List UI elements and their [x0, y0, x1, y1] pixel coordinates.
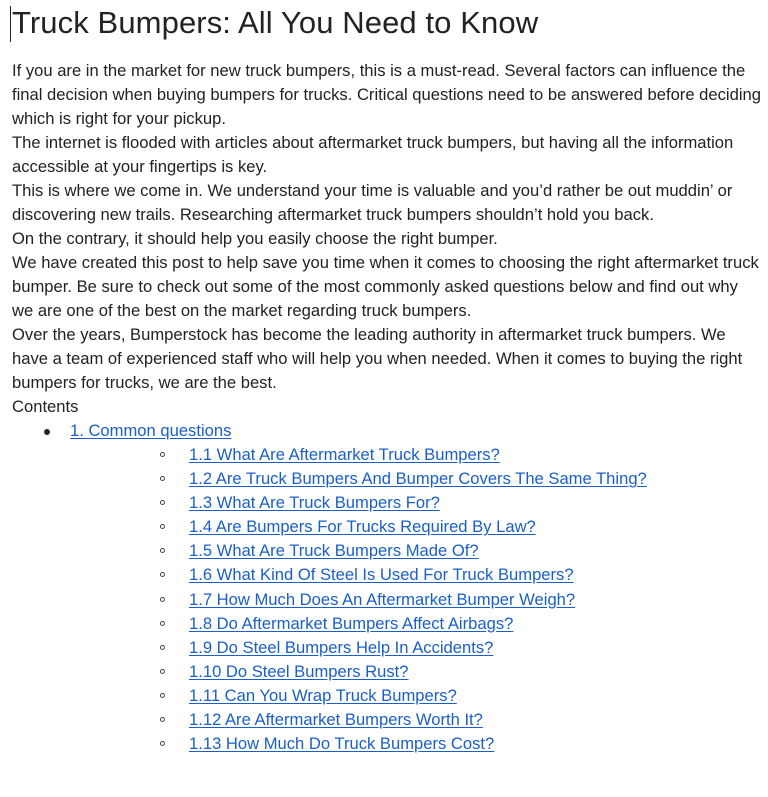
toc-item	[70, 443, 762, 467]
toc-item	[70, 467, 762, 491]
toc-section	[12, 419, 762, 756]
article-paragraphs	[12, 59, 762, 419]
contents-label: Contents	[12, 397, 79, 416]
toc-item	[70, 636, 762, 660]
bullet-circle-icon	[160, 741, 165, 746]
toc-item	[70, 515, 762, 539]
page-title: Truck Bumpers: All You Need to Know	[12, 5, 539, 40]
toc-link-1-5[interactable]: 1.5 What Are Truck Bumpers Made Of?	[189, 541, 479, 561]
bullet-circle-icon	[160, 524, 165, 529]
bullet-circle-icon	[160, 572, 165, 577]
toc-item	[70, 539, 762, 563]
toc-item	[70, 563, 762, 587]
toc-link-1-6[interactable]: 1.6 What Kind Of Steel Is Used For Truck Bumpers?	[189, 565, 574, 585]
paragraph-post-purpose: We have created this post to help save you time when it comes to choosing the right aftermarket truck bumper. Be sure to check out some of the most commonly asked questions below and find out why we are one of the best on the market regarding truck bumpers.	[12, 253, 759, 320]
toc-item	[70, 491, 762, 515]
toc-sublist	[70, 443, 762, 756]
paragraph-contrary: On the contrary, it should help you easily choose the right bumper.	[12, 229, 498, 248]
toc-link-1-1[interactable]: 1.1 What Are Aftermarket Truck Bumpers?	[189, 445, 500, 464]
toc-link-1-4[interactable]: 1.4 Are Bumpers For Trucks Required By Law?	[189, 517, 536, 537]
bullet-disc-icon	[44, 429, 50, 435]
bullet-circle-icon	[160, 476, 165, 481]
table-of-contents	[12, 419, 762, 756]
bullet-circle-icon	[160, 621, 165, 626]
toc-item	[70, 588, 762, 612]
toc-link-1-12[interactable]: 1.12 Are Aftermarket Bumpers Worth It?	[189, 710, 483, 730]
toc-link-1-7[interactable]: 1.7 How Much Does An Aftermarket Bumper Weigh?	[189, 589, 576, 609]
toc-item	[70, 732, 762, 756]
paragraph-where-we-come-in: This is where we come in. We understand your time is valuable and you’d rather be out muddin’ or discovering new trails. Researching aftermarket truck bumpers shouldn’t hold you back.	[12, 181, 733, 224]
text-cursor	[10, 6, 11, 42]
toc-link-common-questions[interactable]: 1. Common questions	[70, 421, 232, 440]
bullet-circle-icon	[160, 452, 165, 457]
toc-link-1-13[interactable]: 1.13 How Much Do Truck Bumpers Cost?	[189, 734, 495, 754]
toc-link-1-3[interactable]: 1.3 What Are Truck Bumpers For?	[189, 493, 440, 513]
bullet-circle-icon	[160, 597, 165, 602]
toc-item	[70, 612, 762, 636]
paragraph-internet: The internet is flooded with articles about aftermarket truck bumpers, but having all the information accessible at your fingertips is key.	[12, 133, 734, 176]
toc-item	[70, 684, 762, 708]
bullet-circle-icon	[160, 548, 165, 553]
toc-link-1-9[interactable]: 1.9 Do Steel Bumpers Help In Accidents?	[189, 637, 494, 657]
document-body	[12, 0, 762, 756]
toc-link-1-10[interactable]: 1.10 Do Steel Bumpers Rust?	[189, 661, 409, 681]
toc-item	[70, 708, 762, 732]
toc-link-1-11[interactable]: 1.11 Can You Wrap Truck Bumpers?	[189, 685, 457, 705]
bullet-circle-icon	[160, 669, 165, 674]
bullet-circle-icon	[160, 500, 165, 505]
paragraph-intro: If you are in the market for new truck bumpers, this is a must-read. Several factors can influence the final decision when buying bumpers for trucks. Critical questions need to be answered before deciding which is right for your pickup.	[12, 61, 761, 128]
bullet-circle-icon	[160, 693, 165, 698]
bullet-circle-icon	[160, 717, 165, 722]
toc-item	[70, 660, 762, 684]
paragraph-bumperstock: Over the years, Bumperstock has become the leading authority in aftermarket truck bumpers. We have a team of experienced staff who will help you when needed. When it comes to buying the right bumpers for trucks, we are the best.	[12, 325, 743, 392]
toc-link-1-2[interactable]: 1.2 Are Truck Bumpers And Bumper Covers The Same Thing?	[189, 469, 647, 489]
toc-link-1-8[interactable]: 1.8 Do Aftermarket Bumpers Affect Airbags?	[189, 613, 514, 633]
bullet-circle-icon	[160, 645, 165, 650]
